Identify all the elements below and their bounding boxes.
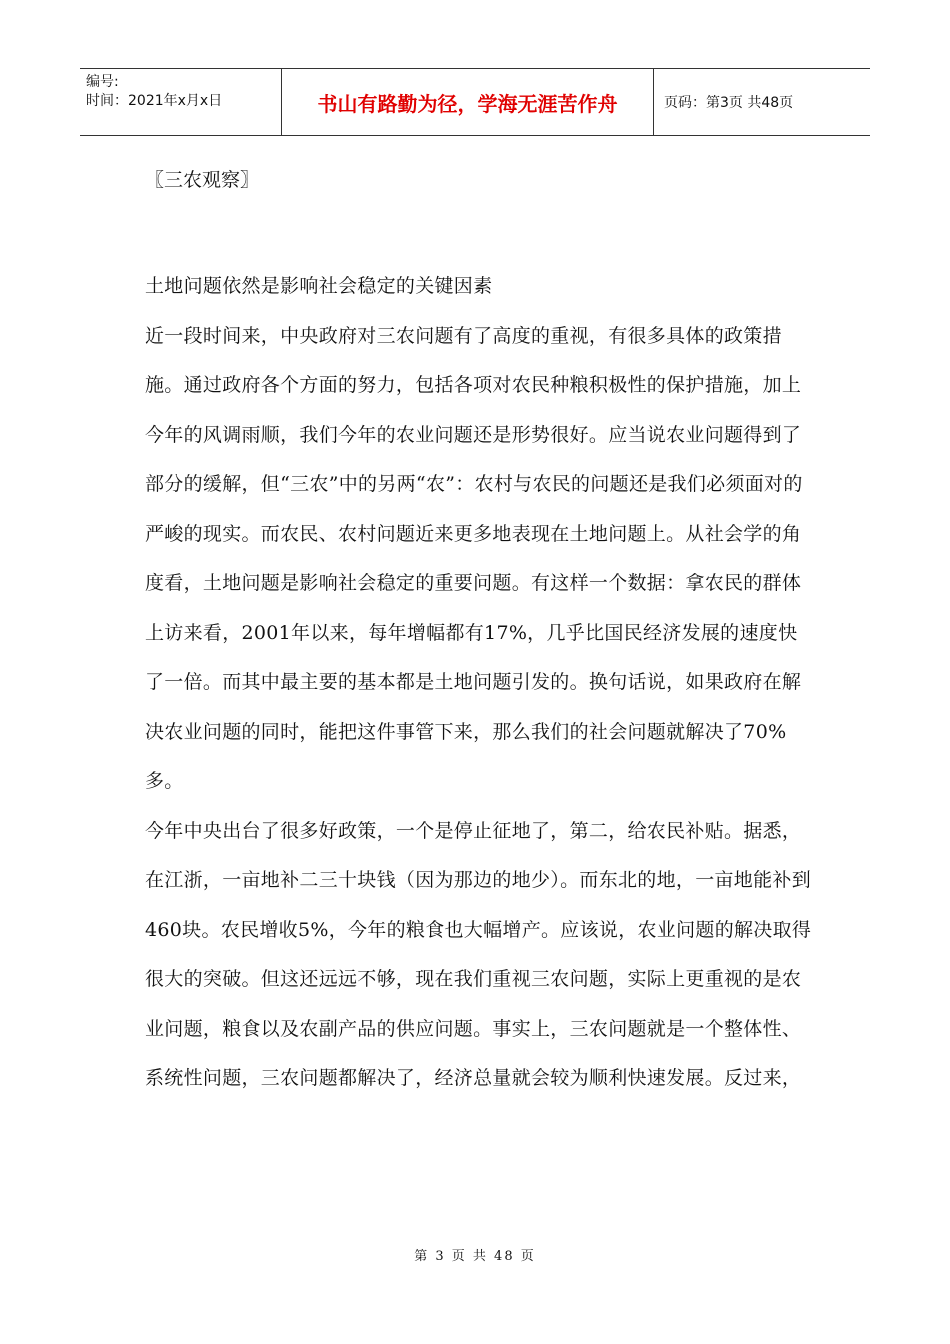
section-tag: 〖三农观察〗 <box>145 169 260 191</box>
paragraph-1: 近一段时间来，中央政府对三农问题有了高度的重视，有很多具体的政策措施。通过政府各个方面的努力，包括各项对农民种粮积极性的保护措施，加上今年的风调雨顺，我们今年的农业问题还是形势很好。应当说农业问题得到了部分的缓解，但“三农”中的另两“农”：农村与农民的问题还是我们必须面对的严峻的现实。而农民、农村问题近来更多地表现在土地问题上。从社会学的角度看，土地问题是影响社会稳定的重要问题。有这样一个数据：拿农民的群体上访来看，2001年以来，每年增幅都有17%，几乎比国民经济发展的速度快了一倍。而其中最主要的基本都是土地问题引发的。换句话说，如果政府在解决农业问题的同时，能把这件事管下来，那么我们的社会问题就解决了70%多。 <box>145 324 803 792</box>
page-header <box>80 68 870 136</box>
document-body <box>145 160 815 1104</box>
header-page-info: 页码：第3页 共48页 <box>664 95 794 111</box>
date-label: 时间：2021年x月x日 <box>86 93 223 109</box>
article-title: 土地问题依然是影响社会稳定的关键因素 <box>145 275 493 297</box>
page-footer: 第 3 页 共 48 页 <box>414 1249 536 1264</box>
code-label: 编号: <box>86 74 119 90</box>
header-meta <box>80 69 282 135</box>
header-motto: 书山有路勤为径，学海无涯苦作舟 <box>282 69 654 135</box>
paragraph-2: 今年中央出台了很多好政策，一个是停止征地了，第二，给农民补贴。据悉，在江浙，一亩地补二三十块钱（因为那边的地少）。而东北的地，一亩地能补到460块。农民增收5%，今年的粮食也大幅增产。应该说，农业问题的解决取得很大的突破。但这还远远不够，现在我们重视三农问题，实际上更重视的是农业问题，粮食以及农副产品的供应问题。事实上，三农问题就是一个整体性、系统性问题，三农问题都解决了，经济总量就会较为顺利快速发展。反过来， <box>145 819 812 1089</box>
